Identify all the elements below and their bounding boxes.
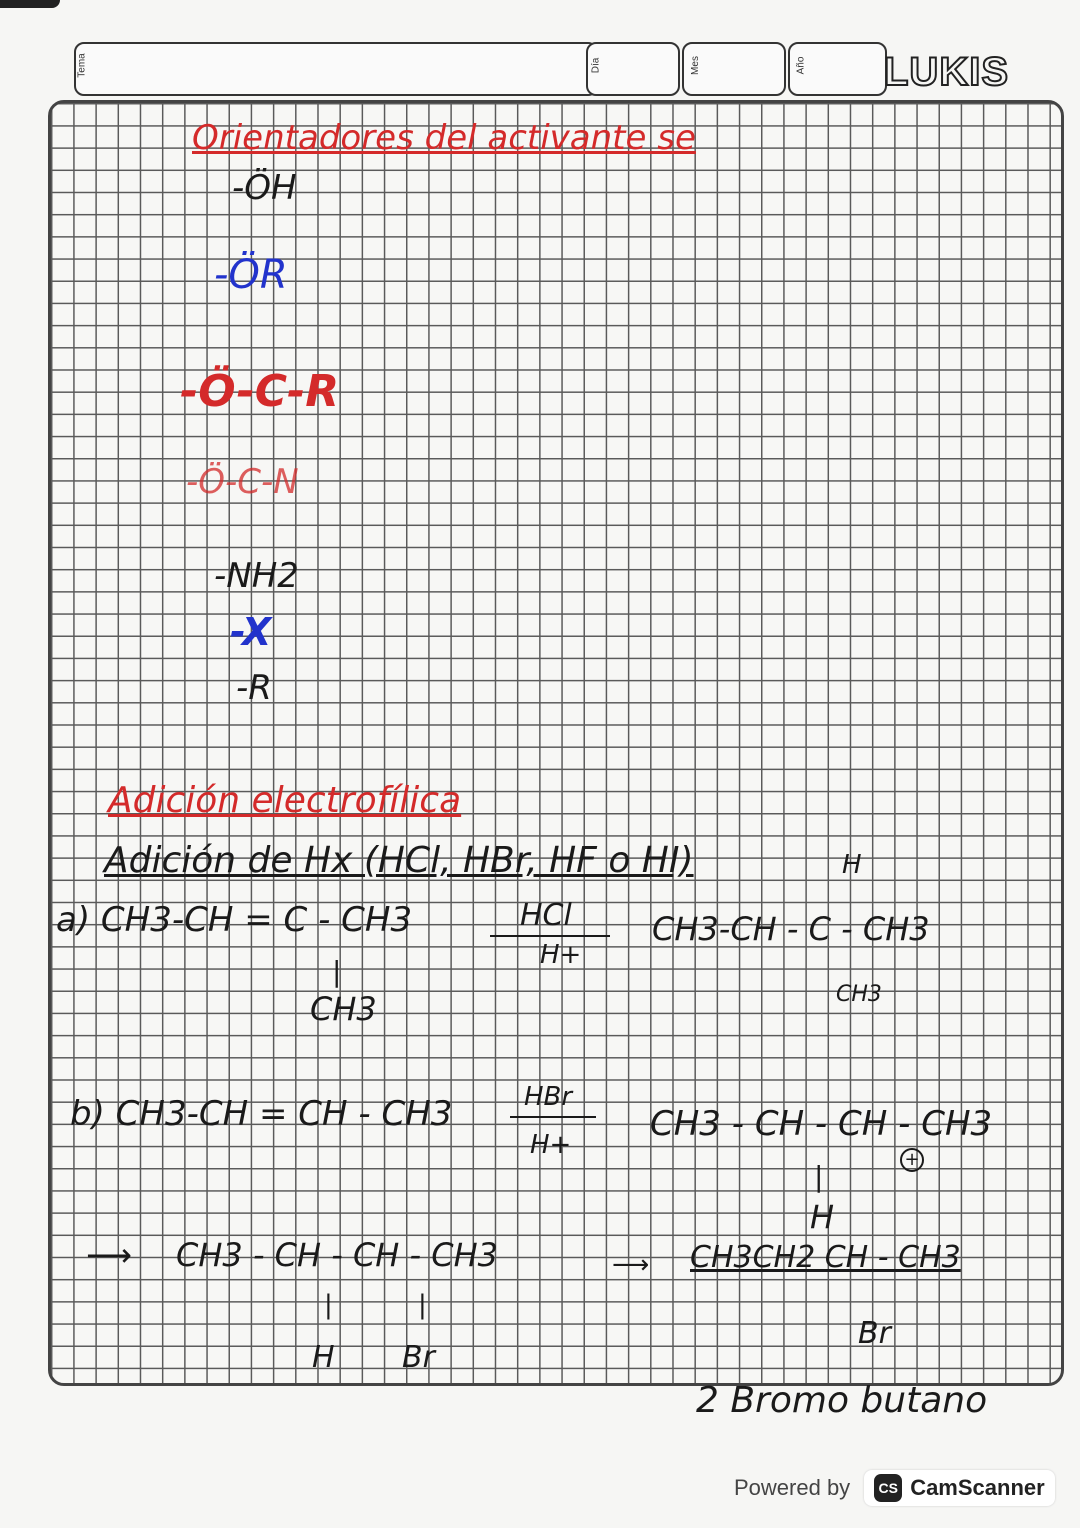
reaction-b-arrow — [510, 1116, 596, 1118]
powered-by-text: Powered by — [734, 1475, 851, 1500]
ano-label: Año — [795, 56, 807, 75]
reaction-a-branch-bond: | — [332, 955, 342, 988]
reaction-a-reactant: a) CH3-CH = C - CH3 — [56, 900, 413, 940]
reaction-a-branch: CH3 — [310, 990, 377, 1028]
reaction-b-product-h: H — [810, 1198, 835, 1236]
scan-corner-shadow — [0, 0, 60, 8]
reaction-b-reagent-bottom: H+ — [530, 1130, 572, 1160]
reaction-a-arrow — [490, 935, 610, 937]
dia-label: Día — [590, 57, 602, 74]
reaction-c-lhs: CH3 - CH - CH - CH3 — [176, 1236, 499, 1274]
reaction-a-reagent-bottom: H+ — [540, 940, 582, 970]
reaction-c-rhs: CH3CH2 CH - CH3 — [690, 1240, 961, 1275]
reaction-a-product-top: H — [842, 850, 862, 880]
group-r: -R — [236, 668, 272, 708]
group-ester: -Ö-C-R — [180, 366, 340, 417]
reaction-b-h-bond: | — [814, 1160, 824, 1193]
reaction-c-rhs-br: Br — [858, 1316, 891, 1351]
camscanner-name: CamScanner — [910, 1475, 1045, 1500]
reaction-a-product: CH3-CH - C - CH3 — [652, 910, 930, 948]
reaction-c-arrow-2: ⟶ — [612, 1250, 650, 1280]
group-oh: -ÖH — [232, 168, 297, 208]
reaction-c-h-bond: | — [324, 1290, 333, 1320]
group-x: -X — [230, 610, 272, 654]
tema-label: Tema — [76, 53, 88, 78]
product-name: 2 Bromo butano — [696, 1380, 988, 1421]
reaction-a-reagent-top: HCl — [520, 898, 572, 933]
section-title: Adición electrofílica — [108, 780, 462, 821]
tema-field — [74, 42, 598, 96]
mes-label: Mes — [689, 56, 701, 75]
brand-logo: LUKIS — [884, 50, 1009, 94]
notes-title: Orientadores del activante se — [192, 118, 696, 158]
reaction-b-reagent-top: HBr — [524, 1082, 573, 1112]
camscanner-watermark — [734, 1468, 1055, 1508]
subtitle: Adición de Hx (HCl, HBr, HF o HI) — [104, 840, 694, 881]
group-amide: -Ö-C-N — [186, 462, 299, 502]
grid-paper — [48, 100, 1064, 1386]
camscanner-logo — [864, 1470, 1055, 1506]
group-nh2: -NH2 — [214, 556, 299, 596]
reaction-b-reactant: b) CH3-CH = CH - CH3 — [70, 1094, 453, 1134]
reaction-b-charge: + — [900, 1148, 924, 1172]
reaction-c-lhs-h: H — [312, 1340, 335, 1375]
reaction-b-product: CH3 - CH - CH - CH3 — [650, 1104, 993, 1144]
reaction-c-arrow: ⟶ — [86, 1236, 132, 1274]
camscanner-icon: CS — [874, 1474, 902, 1502]
reaction-a-product-bottom: CH3 — [836, 982, 882, 1007]
reaction-c-lhs-br: Br — [402, 1340, 435, 1375]
group-or: -ÖR — [214, 252, 288, 298]
reaction-c-br-bond: | — [418, 1290, 427, 1320]
